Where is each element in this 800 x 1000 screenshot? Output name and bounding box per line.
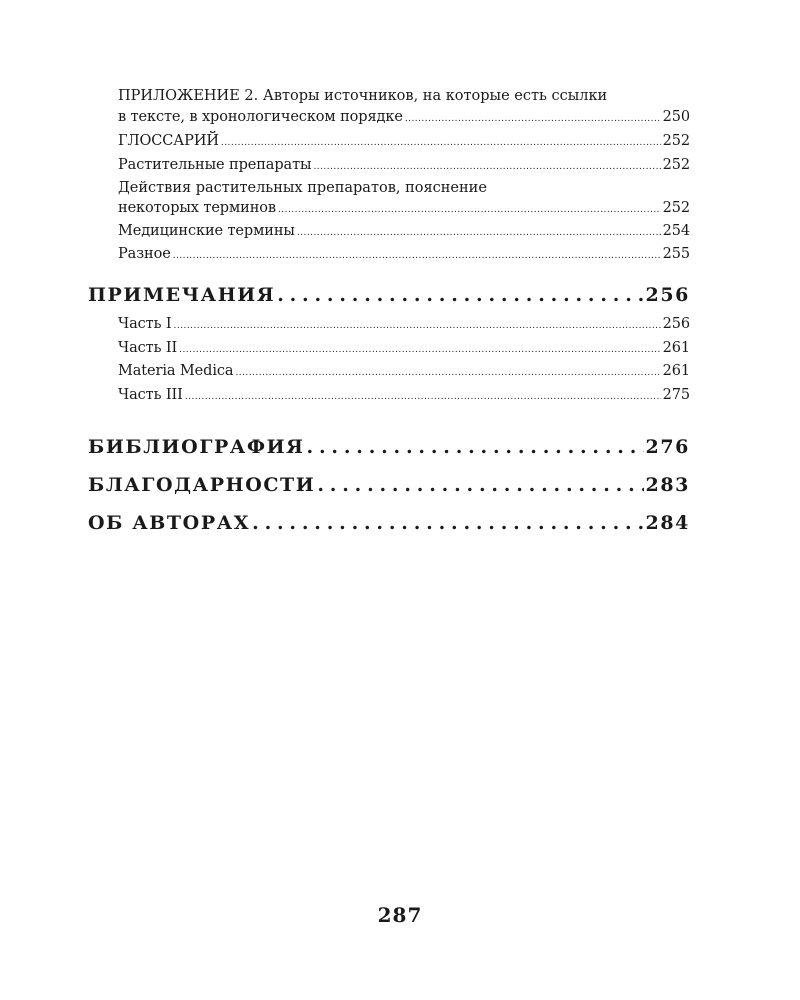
toc-entry-misc[interactable] [118,246,690,262]
toc-entry-appendix2[interactable] [118,109,690,125]
dot-leader [235,368,660,378]
toc-entry-title: Часть I [118,316,172,332]
dot-leader [278,205,661,215]
toc-entry-page: 261 [662,363,690,379]
toc-entry-notes-part1[interactable] [118,316,690,332]
dot-leader [405,114,661,124]
toc-entry-medical-terms[interactable] [118,223,690,239]
toc-entry-glossary[interactable] [118,133,690,149]
toc-entry-title: Медицинские термины [118,223,295,239]
toc-entry-page: 250 [662,109,690,125]
toc-entry-page: 252 [662,200,690,216]
toc-entry-notes-part2[interactable] [118,340,690,356]
page-number: 287 [377,903,423,927]
toc-entry-bibliography[interactable] [88,436,690,458]
toc-entry-title: Часть III [118,387,183,403]
toc-entry-acknowledgements[interactable] [88,474,690,496]
toc-entry-notes-part3[interactable] [118,387,690,403]
toc-entry-page: 252 [662,157,690,173]
toc-entry-title: Разное [118,246,171,262]
dot-leader [179,345,660,355]
toc-entry-title: Растительные препараты [118,157,312,173]
toc-entry-notes-materia-medica[interactable] [118,363,690,379]
dot-leader [277,284,643,306]
toc-entry-herbal-actions-line1: Действия растительных препаратов, пояснение [118,180,487,196]
toc-entry-page: 252 [662,133,690,149]
dot-leader [313,162,660,172]
toc-entry-title: в тексте, в хронологическом порядке [118,109,403,125]
toc-entry-page: 276 [645,436,690,458]
toc-entry-appendix2-line1: ПРИЛОЖЕНИЕ 2. Авторы источников, на которые есть ссылки [118,88,608,104]
toc-entry-page: 275 [662,387,690,403]
dot-leader [317,474,643,496]
toc-entry-title: ГЛОССАРИЙ [118,133,219,149]
toc-entry-title: ПРИМЕЧАНИЯ [88,284,276,306]
toc-entry-herbal-preparations[interactable] [118,157,690,173]
toc-entry-page: 261 [662,340,690,356]
toc-entry-title: некоторых терминов [118,200,276,216]
dot-leader [174,321,661,331]
dot-leader [173,251,661,261]
dot-leader [297,228,661,238]
dot-leader [221,138,661,148]
dot-leader [252,512,643,534]
toc-entry-title: ОБ АВТОРАХ [88,512,251,534]
toc-entry-title: Materia Medica [118,363,234,379]
toc-entry-herbal-actions[interactable] [118,200,690,216]
toc-entry-page: 254 [662,223,690,239]
toc-entry-title: БЛАГОДАРНОСТИ [88,474,316,496]
toc-entry-title: БИБЛИОГРАФИЯ [88,436,305,458]
toc-entry-page: 256 [662,316,690,332]
toc-entry-page: 283 [645,474,690,496]
toc-entry-page: 256 [645,284,690,306]
toc-entry-about-authors[interactable] [88,512,690,534]
toc-entry-page: 255 [662,246,690,262]
toc-entry-title: Часть II [118,340,178,356]
dot-leader [307,436,644,458]
toc-entry-notes[interactable] [88,284,690,306]
dot-leader [185,392,661,402]
toc-entry-page: 284 [645,512,690,534]
